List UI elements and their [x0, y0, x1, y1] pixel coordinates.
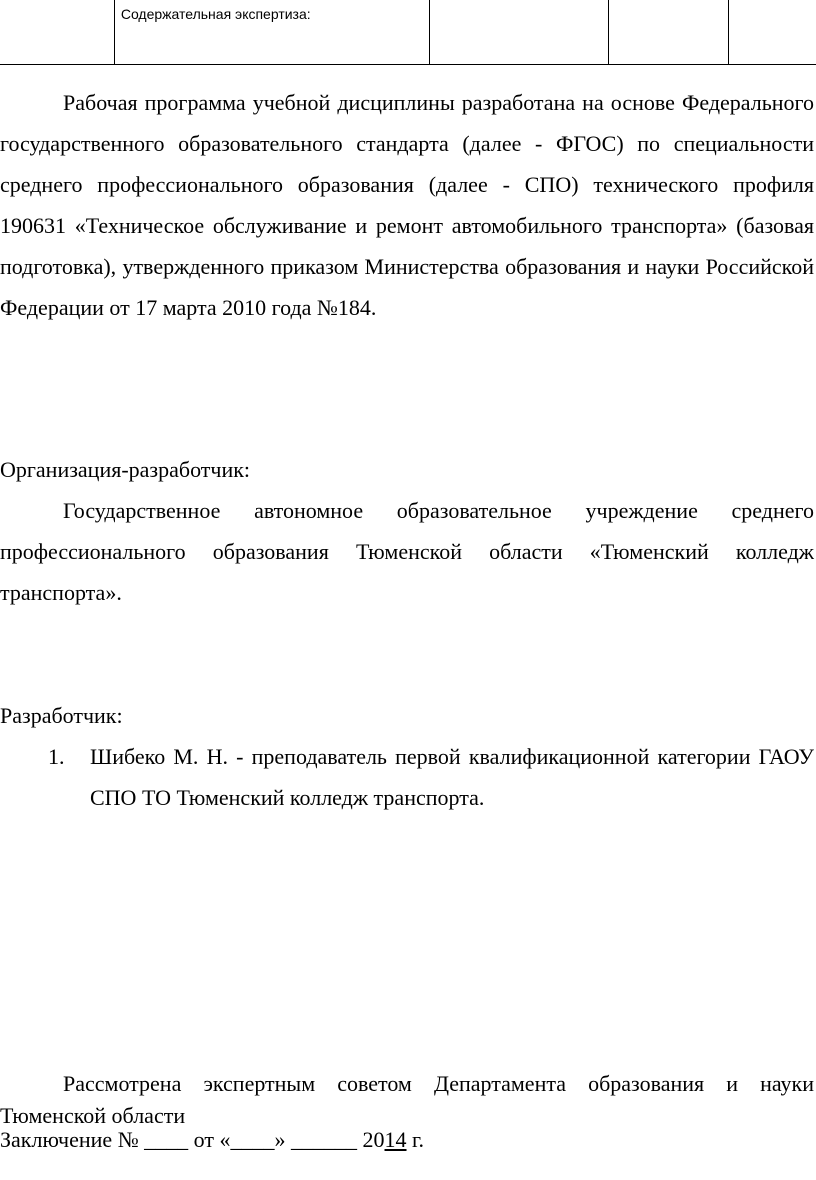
organization-heading: Организация-разработчик:: [0, 457, 251, 482]
conclusion-end: г.: [406, 1127, 425, 1152]
main-paragraph: Рабочая программа учебной дисциплины разработана на основе Федерального государственного образовательного стандарта (далее - ФГОС) по специальности среднего профессионального образования (далее - СПО) технического профиля 190631 «Техническое обслуживание и ремонт автомобильного транспорта» (базовая подготовка), утвержденного приказом Министерства образования и науки Российской Федерации от 17 марта 2010 года №184.: [0, 90, 814, 320]
list-item-text: Шибеко М. Н. - преподаватель первой квалификационной категории ГАОУ СПО ТО Тюменский колледж транспорта.: [90, 744, 814, 810]
organization-text: Государственное автономное образовательное учреждение среднего профессионального образования Тюменской области «Тюменский колледж транспорта».: [0, 498, 814, 605]
review-text: Рассмотрена экспертным советом Департамента образования и науки Тюменской области: [0, 1071, 814, 1128]
expertise-table-row: [0, 0, 816, 65]
list-item: [0, 736, 814, 818]
conclusion-prefix: Заключение № ____ от «____» ______ 20: [0, 1127, 385, 1152]
expertise-cell-empty-4: [728, 0, 816, 65]
expertise-cell-empty-1: [0, 0, 114, 65]
expertise-label: Содержательная экспертиза:: [114, 0, 429, 65]
conclusion-line: [0, 1124, 424, 1156]
expertise-cell-empty-2: [429, 0, 608, 65]
developer-heading: Разработчик:: [0, 703, 123, 728]
list-item-number: 1.: [48, 744, 65, 769]
expertise-cell-empty-3: [609, 0, 729, 65]
developer-list: [0, 736, 814, 818]
expertise-table: [0, 0, 816, 65]
conclusion-year: 14: [384, 1127, 407, 1152]
